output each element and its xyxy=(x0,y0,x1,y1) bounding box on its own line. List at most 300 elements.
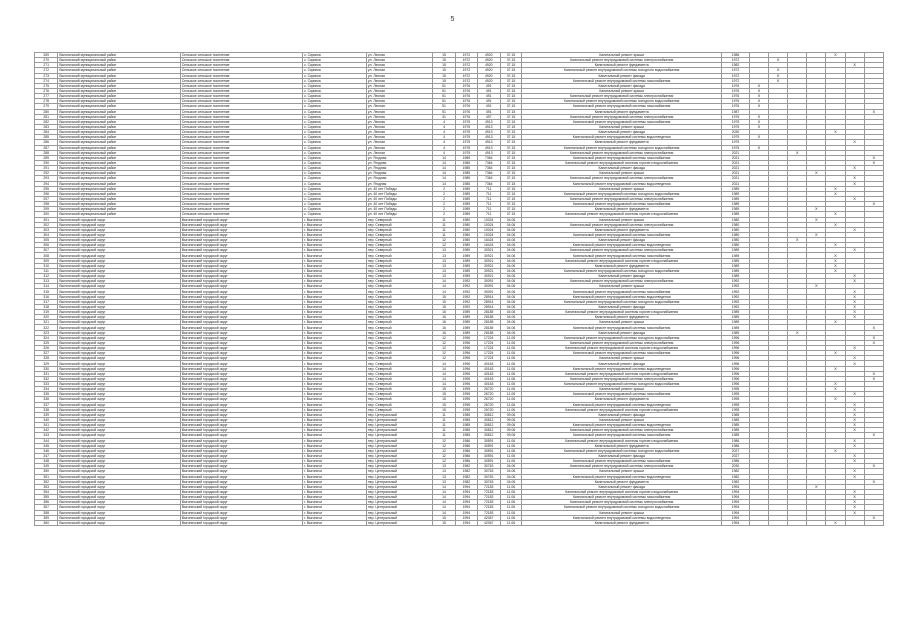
cell-year: 1980 xyxy=(456,222,477,227)
cell-settlement_type: Выгоничский городской округ xyxy=(180,356,302,361)
cell-house: 12 xyxy=(432,351,455,356)
cell-street: ул. 40 лет Победы xyxy=(366,212,432,217)
cell-district: Выгоничский городской округ xyxy=(58,320,180,325)
cell-year: 1989 xyxy=(456,207,477,212)
cell-settlement: г. Выгоничи xyxy=(303,382,367,387)
cell-no: 355 xyxy=(35,495,58,500)
cell-year: 1994 xyxy=(456,520,477,525)
cell-settlement_type: Выгоничский городской округ xyxy=(180,346,302,351)
cell-street: ул. Лесная xyxy=(366,140,432,145)
cell-area: 40163 xyxy=(477,376,500,381)
cell-area: 30591 xyxy=(477,453,500,458)
cell-plan_year: 1972 xyxy=(722,78,750,83)
cell-house: 12 xyxy=(432,459,455,464)
cell-street: пер. Центральный xyxy=(366,469,432,474)
cell-district: Выгоничский городской округ xyxy=(58,489,180,494)
cell-work: Капитальный ремонт крыши xyxy=(522,284,722,289)
cell-street: пер. Северный xyxy=(366,356,432,361)
cell-price: 37.15 xyxy=(500,119,521,124)
cell-price: 04.06 xyxy=(500,284,521,289)
cell-work: Капитальный ремонт внутридомовой системы электроснабжения xyxy=(522,176,722,181)
cell-settlement_type: Сельское сельское поселение xyxy=(180,78,302,83)
cell-settlement_type: Сельское сельское поселение xyxy=(180,88,302,93)
cell-work: Капитальный ремонт внутридомовой системы электроснабжения xyxy=(522,150,722,155)
cell-no: 349 xyxy=(35,464,58,469)
cell-house: 51 xyxy=(432,94,455,99)
cell-work: Капитальный ремонт фасада xyxy=(522,453,722,458)
cell-district: Выгоничский городской округ xyxy=(58,438,180,443)
cell-work: Капитальный ремонт внутридомовой системы горячего водоснабжения xyxy=(522,489,722,494)
cell-year: 1996 xyxy=(456,356,477,361)
cell-year: 1975 xyxy=(456,145,477,150)
cell-settlement: г. Выгоничи xyxy=(303,253,367,258)
cell-plan_year: 1975 xyxy=(722,135,750,140)
cell-m7: X xyxy=(864,515,883,520)
cell-house: 4 xyxy=(432,140,455,145)
cell-work: Капитальный ремонт фасада xyxy=(522,484,722,489)
cell-no: 307 xyxy=(35,248,58,253)
cell-m6: X xyxy=(845,310,864,315)
cell-settlement: г. Выгоничи xyxy=(303,443,367,448)
cell-house: 15 xyxy=(432,63,455,68)
cell-plan_year: 1989 xyxy=(722,263,750,268)
cell-plan_year: 2021 xyxy=(722,150,750,155)
cell-plan_year: 1989 xyxy=(722,325,750,330)
cell-m6: X xyxy=(845,474,864,479)
cell-area: 4913 xyxy=(477,130,500,135)
cell-area: 4920 xyxy=(477,53,500,58)
cell-area: 4920 xyxy=(477,78,500,83)
cell-work: Капитальный ремонт внутридомовой системы горячего водоснабжения xyxy=(522,438,722,443)
cell-street: пер. Северный xyxy=(366,243,432,248)
cell-work: Капитальный ремонт внутридомовой системы электроснабжения xyxy=(522,428,722,433)
cell-m5: X xyxy=(826,243,845,248)
cell-plan_year: 1985 xyxy=(722,433,750,438)
cell-price: 37.15 xyxy=(500,130,521,135)
cell-settlement: с. Скрипка xyxy=(303,124,367,129)
cell-settlement: с. Скрипка xyxy=(303,212,367,217)
cell-year: 1976 xyxy=(456,88,477,93)
cell-price: 04.06 xyxy=(500,248,521,253)
cell-area: 30812 xyxy=(477,417,500,422)
cell-plan_year: 1989 xyxy=(722,212,750,217)
cell-street: пер. Центральный xyxy=(366,443,432,448)
cell-m5: X xyxy=(826,397,845,402)
cell-plan_year: 1975 xyxy=(722,124,750,129)
cell-plan_year: 2027 xyxy=(722,453,750,458)
cell-work: Капитальный ремонт внутридомовой системы холодного водоснабжения xyxy=(522,191,722,196)
cell-year: 1972 xyxy=(456,63,477,68)
cell-m5: X xyxy=(826,382,845,387)
cell-price: 11.06 xyxy=(500,387,521,392)
cell-area: 7364 xyxy=(477,176,500,181)
cell-settlement_type: Выгоничский городской округ xyxy=(180,263,302,268)
cell-no: 339 xyxy=(35,412,58,417)
cell-plan_year: 1975 xyxy=(722,119,750,124)
cell-work: Капитальный ремонт внутридомовой системы электроснабжения xyxy=(522,279,722,284)
cell-price: 04.06 xyxy=(500,299,521,304)
cell-area: 30763 xyxy=(477,464,500,469)
cell-work: Капитальный ремонт крыши xyxy=(522,387,722,392)
cell-work: Капитальный ремонт внутридомовой системы электроснабжения xyxy=(522,94,722,99)
cell-m5: X xyxy=(826,191,845,196)
cell-district: Выгоничский городской округ xyxy=(58,351,180,356)
cell-settlement: г. Выгоничи xyxy=(303,299,367,304)
cell-year: 1985 xyxy=(456,417,477,422)
cell-plan_year: 1994 xyxy=(722,495,750,500)
cell-house: 13 xyxy=(432,248,455,253)
cell-area: 26720 xyxy=(477,392,500,397)
cell-work: Капитальный ремонт внутридомовой системы электроснабжения xyxy=(522,248,722,253)
cell-district: Выгоничский муниципальный район xyxy=(58,94,180,99)
cell-plan_year: 1989 xyxy=(722,268,750,273)
cell-settlement: с. Скрипка xyxy=(303,202,367,207)
cell-district: Выгоничский городской округ xyxy=(58,268,180,273)
cell-m5: X xyxy=(826,212,845,217)
cell-no: 297 xyxy=(35,196,58,201)
cell-district: Выгоничский городской округ xyxy=(58,217,180,222)
cell-area: 28914 xyxy=(477,299,500,304)
cell-settlement: с. Скрипка xyxy=(303,99,367,104)
cell-area: 72183 xyxy=(477,489,500,494)
cell-street: пер. Северный xyxy=(366,299,432,304)
cell-plan_year: 1996 xyxy=(722,346,750,351)
cell-street: ул. Лесная xyxy=(366,73,432,78)
cell-district: Выгоничский муниципальный район xyxy=(58,196,180,201)
cell-year: 1975 xyxy=(456,150,477,155)
cell-price: 37.15 xyxy=(500,150,521,155)
cell-no: 320 xyxy=(35,315,58,320)
cell-settlement: г. Выгоничи xyxy=(303,484,367,489)
cell-year: 1994 xyxy=(456,484,477,489)
cell-district: Выгоничский муниципальный район xyxy=(58,140,180,145)
cell-work: Капитальный ремонт внутридомовой системы холодного водоснабжения xyxy=(522,382,722,387)
cell-no: 322 xyxy=(35,325,58,330)
cell-settlement_type: Сельское сельское поселение xyxy=(180,207,302,212)
cell-plan_year: 1995 xyxy=(722,387,750,392)
cell-work: Капитальный ремонт внутридомовой системы газоснабжения xyxy=(522,392,722,397)
cell-street: ул. Ягодная xyxy=(366,160,432,165)
cell-work: Капитальный ремонт фасада xyxy=(522,166,722,171)
cell-work: Капитальный ремонт внутридомовой системы электроснабжения xyxy=(522,464,722,469)
cell-no: 342 xyxy=(35,428,58,433)
cell-work: Капитальный ремонт фасада xyxy=(522,304,722,309)
cell-area: 30763 xyxy=(477,469,500,474)
cell-area: 40163 xyxy=(477,371,500,376)
cell-settlement: с. Скрипка xyxy=(303,186,367,191)
cell-district: Выгоничский городской округ xyxy=(58,279,180,284)
cell-no: 273 xyxy=(35,73,58,78)
cell-work: Капитальный ремонт внутридомовой системы холодного водоснабжения xyxy=(522,448,722,453)
cell-year: 1996 xyxy=(456,351,477,356)
cell-house: 15 xyxy=(432,397,455,402)
cell-year: 1975 xyxy=(456,124,477,129)
cell-settlement_type: Выгоничский городской округ xyxy=(180,459,302,464)
cell-house: 14 xyxy=(432,366,455,371)
cell-m7: X xyxy=(864,109,883,114)
cell-settlement: с. Скрипка xyxy=(303,207,367,212)
cell-settlement: с. Скрипка xyxy=(303,145,367,150)
cell-settlement: г. Выгоничи xyxy=(303,361,367,366)
cell-street: ул. Лесная xyxy=(366,63,432,68)
cell-house: 14 xyxy=(432,489,455,494)
cell-settlement: с. Скрипка xyxy=(303,78,367,83)
cell-area: 17224 xyxy=(477,346,500,351)
cell-district: Выгоничский городской округ xyxy=(58,407,180,412)
cell-no: 296 xyxy=(35,191,58,196)
cell-work: Капитальный ремонт внутридомовой системы водоотведения xyxy=(522,366,722,371)
cell-street: пер. Северный xyxy=(366,253,432,258)
cell-house: 12 xyxy=(432,346,455,351)
cell-work: Капитальный ремонт внутридомовой системы газоснабжения xyxy=(522,351,722,356)
cell-price: 09.06 xyxy=(500,433,521,438)
cell-m6: X xyxy=(845,417,864,422)
cell-settlement: г. Выгоничи xyxy=(303,335,367,340)
cell-m1 xyxy=(749,520,768,525)
cell-street: ул. Лесная xyxy=(366,78,432,83)
cell-district: Выгоничский муниципальный район xyxy=(58,207,180,212)
cell-settlement: с. Скрипка xyxy=(303,160,367,165)
cell-house: 13 xyxy=(432,274,455,279)
cell-settlement_type: Выгоничский городской округ xyxy=(180,268,302,273)
cell-plan_year: 2021 xyxy=(722,166,750,171)
cell-plan_year: 1982 xyxy=(722,469,750,474)
cell-settlement_type: Сельское сельское поселение xyxy=(180,135,302,140)
cell-year: 1992 xyxy=(456,289,477,294)
cell-plan_year: 2030 xyxy=(722,464,750,469)
cell-street: пер. Северный xyxy=(366,366,432,371)
cell-m6: X xyxy=(845,63,864,68)
cell-area: 491 xyxy=(477,109,500,114)
cell-plan_year: 1989 xyxy=(722,202,750,207)
cell-street: ул. Лесная xyxy=(366,104,432,109)
cell-price: 04.06 xyxy=(500,222,521,227)
cell-district: Выгоничский городской округ xyxy=(58,520,180,525)
cell-district: Выгоничский городской округ xyxy=(58,330,180,335)
cell-area: 17224 xyxy=(477,351,500,356)
cell-m2: X xyxy=(768,68,787,73)
cell-area: 4913 xyxy=(477,124,500,129)
cell-area: 491 xyxy=(477,99,500,104)
cell-street: пер. Северный xyxy=(366,294,432,299)
cell-area: 30812 xyxy=(477,433,500,438)
cell-year: 1996 xyxy=(456,361,477,366)
cell-price: 11.06 xyxy=(500,346,521,351)
cell-no: 286 xyxy=(35,140,58,145)
cell-price: 37.15 xyxy=(500,181,521,186)
cell-price: 11.06 xyxy=(500,371,521,376)
cell-area: 26720 xyxy=(477,402,500,407)
cell-price: 04.06 xyxy=(500,268,521,273)
cell-year: 1994 xyxy=(456,500,477,505)
cell-settlement_type: Выгоничский городской округ xyxy=(180,299,302,304)
cell-settlement: с. Скрипка xyxy=(303,83,367,88)
cell-plan_year: 1976 xyxy=(722,94,750,99)
cell-price: 04.06 xyxy=(500,243,521,248)
cell-area: 28185 xyxy=(477,325,500,330)
cell-plan_year: 1994 xyxy=(722,515,750,520)
cell-district: Выгоничский муниципальный район xyxy=(58,181,180,186)
cell-price: 11.06 xyxy=(500,484,521,489)
cell-settlement: г. Выгоничи xyxy=(303,304,367,309)
cell-plan_year: 1994 xyxy=(722,489,750,494)
cell-plan_year: 1987 xyxy=(722,109,750,114)
cell-settlement: с. Скрипка xyxy=(303,130,367,135)
cell-district: Выгоничский городской округ xyxy=(58,238,180,243)
cell-settlement_type: Выгоничский городской округ xyxy=(180,495,302,500)
cell-house: 14 xyxy=(432,289,455,294)
cell-plan_year: 1985 xyxy=(722,417,750,422)
cell-district: Выгоничский городской округ xyxy=(58,469,180,474)
cell-street: ул. Лесная xyxy=(366,83,432,88)
cell-house: 2 xyxy=(432,202,455,207)
cell-settlement: с. Скрипка xyxy=(303,63,367,68)
cell-street: пер. Центральный xyxy=(366,479,432,484)
cell-district: Выгоничский муниципальный район xyxy=(58,68,180,73)
cell-price: 37.15 xyxy=(500,88,521,93)
cell-district: Выгоничский городской округ xyxy=(58,227,180,232)
cell-area: 4913 xyxy=(477,119,500,124)
cell-settlement: г. Выгоничи xyxy=(303,489,367,494)
cell-plan_year: 1994 xyxy=(722,510,750,515)
cell-settlement_type: Выгоничский городской округ xyxy=(180,520,302,525)
cell-m2: X xyxy=(768,58,787,63)
cell-m6: X xyxy=(845,459,864,464)
cell-plan_year: 1980 xyxy=(722,243,750,248)
cell-price: 11.06 xyxy=(500,520,521,525)
cell-price: 04.06 xyxy=(500,315,521,320)
cell-settlement: с. Скрипка xyxy=(303,114,367,119)
cell-settlement_type: Выгоничский городской округ xyxy=(180,397,302,402)
cell-street: ул. 40 лет Победы xyxy=(366,196,432,201)
cell-district: Выгоничский муниципальный район xyxy=(58,124,180,129)
cell-district: Выгоничский городской округ xyxy=(58,515,180,520)
cell-settlement: с. Скрипка xyxy=(303,88,367,93)
cell-work: Капитальный ремонт внутридомовой системы газоснабжения xyxy=(522,433,722,438)
cell-settlement: г. Выгоничи xyxy=(303,376,367,381)
cell-street: пер. Северный xyxy=(366,335,432,340)
cell-year: 1985 xyxy=(456,176,477,181)
cell-settlement_type: Выгоничский городской округ xyxy=(180,227,302,232)
cell-price: 04.06 xyxy=(500,217,521,222)
cell-settlement: г. Выгоничи xyxy=(303,340,367,345)
cell-settlement_type: Выгоничский городской округ xyxy=(180,340,302,345)
cell-area: 26720 xyxy=(477,397,500,402)
cell-year: 1975 xyxy=(456,140,477,145)
cell-area: 30921 xyxy=(477,274,500,279)
cell-year: 1994 xyxy=(456,515,477,520)
cell-settlement: с. Скрипка xyxy=(303,73,367,78)
cell-settlement_type: Выгоничский городской округ xyxy=(180,464,302,469)
cell-settlement: г. Выгоничи xyxy=(303,453,367,458)
cell-work: Капитальный ремонт внутридомовой системы водоотведения xyxy=(522,135,722,140)
cell-plan_year: 1985 xyxy=(722,412,750,417)
cell-area: 30921 xyxy=(477,268,500,273)
cell-area: 30812 xyxy=(477,412,500,417)
cell-area: 26720 xyxy=(477,407,500,412)
cell-settlement_type: Выгоничский городской округ xyxy=(180,453,302,458)
cell-area: 42067 xyxy=(477,515,500,520)
cell-work: Капитальный ремонт внутридомовой системы газоснабжения xyxy=(522,325,722,330)
cell-year: 1986 xyxy=(456,459,477,464)
cell-price: 09.06 xyxy=(500,417,521,422)
cell-house: 12 xyxy=(432,340,455,345)
cell-house: 15 xyxy=(432,402,455,407)
cell-m6: X xyxy=(845,294,864,299)
cell-m4: X xyxy=(807,232,826,237)
cell-m1: X xyxy=(749,145,768,150)
cell-street: пер. Северный xyxy=(366,217,432,222)
cell-house: 2 xyxy=(432,212,455,217)
cell-m6: X xyxy=(845,361,864,366)
cell-street: пер. Северный xyxy=(366,320,432,325)
cell-settlement: г. Выгоничи xyxy=(303,279,367,284)
cell-plan_year: 1996 xyxy=(722,356,750,361)
cell-plan_year: 1982 xyxy=(722,63,750,68)
cell-plan_year: 2021 xyxy=(722,160,750,165)
cell-plan_year: 1995 xyxy=(722,402,750,407)
cell-district: Выгоничский муниципальный район xyxy=(58,191,180,196)
cell-no: 343 xyxy=(35,433,58,438)
cell-m3: X xyxy=(788,330,807,335)
cell-settlement_type: Выгоничский городской округ xyxy=(180,248,302,253)
cell-year: 1989 xyxy=(456,315,477,320)
cell-street: ул. Ягодная xyxy=(366,181,432,186)
cell-no: 344 xyxy=(35,438,58,443)
cell-area: 30591 xyxy=(477,438,500,443)
cell-house: 4 xyxy=(432,135,455,140)
cell-price: 11.06 xyxy=(500,402,521,407)
cell-m7: X xyxy=(864,340,883,345)
cell-m1: X xyxy=(749,94,768,99)
cell-settlement: г. Выгоничи xyxy=(303,387,367,392)
cell-area: 30763 xyxy=(477,474,500,479)
cell-district: Выгоничский городской округ xyxy=(58,263,180,268)
cell-settlement: с. Скрипка xyxy=(303,166,367,171)
cell-settlement: с. Скрипка xyxy=(303,94,367,99)
cell-m6: X xyxy=(845,412,864,417)
cell-price: 09.06 xyxy=(500,428,521,433)
cell-no: 293 xyxy=(35,176,58,181)
cell-district: Выгоничский городской округ xyxy=(58,484,180,489)
cell-settlement: г. Выгоничи xyxy=(303,505,367,510)
cell-price: 11.06 xyxy=(500,382,521,387)
cell-price: 04.06 xyxy=(500,310,521,315)
cell-m7: X xyxy=(864,479,883,484)
cell-plan_year: 1989 xyxy=(722,274,750,279)
cell-district: Выгоничский городской округ xyxy=(58,222,180,227)
cell-work: Капитальный ремонт фундамента xyxy=(522,227,722,232)
cell-settlement: г. Выгоничи xyxy=(303,500,367,505)
cell-price: 37.15 xyxy=(500,135,521,140)
cell-street: ул. 40 лет Победы xyxy=(366,202,432,207)
cell-settlement: с. Скрипка xyxy=(303,53,367,58)
cell-plan_year: 1980 xyxy=(722,222,750,227)
cell-area: 711 xyxy=(477,191,500,196)
cell-m6: X xyxy=(845,181,864,186)
cell-settlement: г. Выгоничи xyxy=(303,330,367,335)
cell-work: Капитальный ремонт внутридомовой системы электроснабжения xyxy=(522,222,722,227)
cell-settlement_type: Сельское сельское поселение xyxy=(180,160,302,165)
cell-year: 1976 xyxy=(456,99,477,104)
cell-street: ул. Ягодная xyxy=(366,166,432,171)
cell-m4: X xyxy=(807,284,826,289)
cell-year: 1995 xyxy=(456,407,477,412)
cell-house: 15 xyxy=(432,515,455,520)
cell-m2: X xyxy=(768,73,787,78)
cell-settlement_type: Выгоничский городской округ xyxy=(180,510,302,515)
cell-street: пер. Центральный xyxy=(366,484,432,489)
